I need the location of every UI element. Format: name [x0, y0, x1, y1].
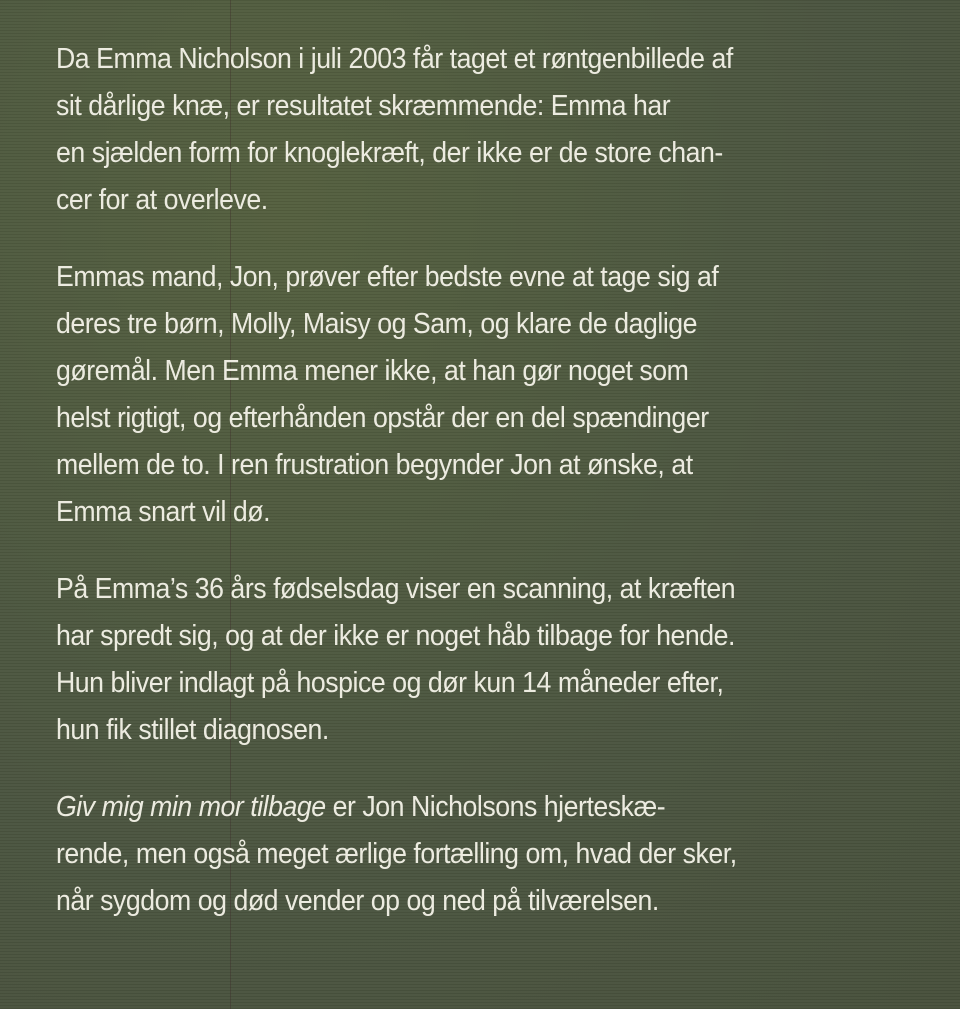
text-line: Emma snart vil dø.	[56, 496, 271, 528]
text-line: Emmas mand, Jon, prøver efter bedste evne at tage sig af	[56, 261, 719, 293]
text-line: mellem de to. I ren frustration begynder Jon at ønske, at	[56, 449, 693, 481]
text-line: helst rigtigt, og efterhånden opstår der en del spændinger	[56, 402, 709, 434]
text-line: På Emma’s 36 års fødselsdag viser en scanning, at kræften	[56, 573, 736, 605]
back-cover-text	[56, 36, 866, 955]
text-line: rende, men også meget ærlige fortælling om, hvad der sker,	[56, 838, 737, 870]
text-line: Hun bliver indlagt på hospice og dør kun 14 måneder efter,	[56, 667, 724, 699]
text-line: deres tre børn, Molly, Maisy og Sam, og klare de daglige	[56, 308, 698, 340]
text-line: Da Emma Nicholson i juli 2003 får taget et røntgenbillede af	[56, 43, 733, 75]
paragraph-book-summary	[56, 784, 866, 925]
text-line: gøremål. Men Emma mener ikke, at han gør noget som	[56, 355, 689, 387]
text-line	[56, 784, 866, 831]
text-line: hun fik stillet diagnosen.	[56, 714, 329, 746]
text-line: har spredt sig, og at der ikke er noget håb tilbage for hende.	[56, 620, 735, 652]
text-line: sit dårlige knæ, er resultatet skræmmende: Emma har	[56, 90, 671, 122]
text-fragment: er Jon Nicholsons hjerteskæ-	[325, 791, 666, 823]
text-line: cer for at overleve.	[56, 184, 268, 216]
paragraph-jon	[56, 254, 866, 536]
text-line: en sjælden form for knoglekræft, der ikke er de store chan-	[56, 137, 723, 169]
paragraph-birthday	[56, 566, 866, 754]
book-title: Giv mig min mor tilbage	[56, 791, 326, 823]
paragraph-diagnosis	[56, 36, 866, 224]
text-line: når sygdom og død vender op og ned på tilværelsen.	[56, 885, 659, 917]
